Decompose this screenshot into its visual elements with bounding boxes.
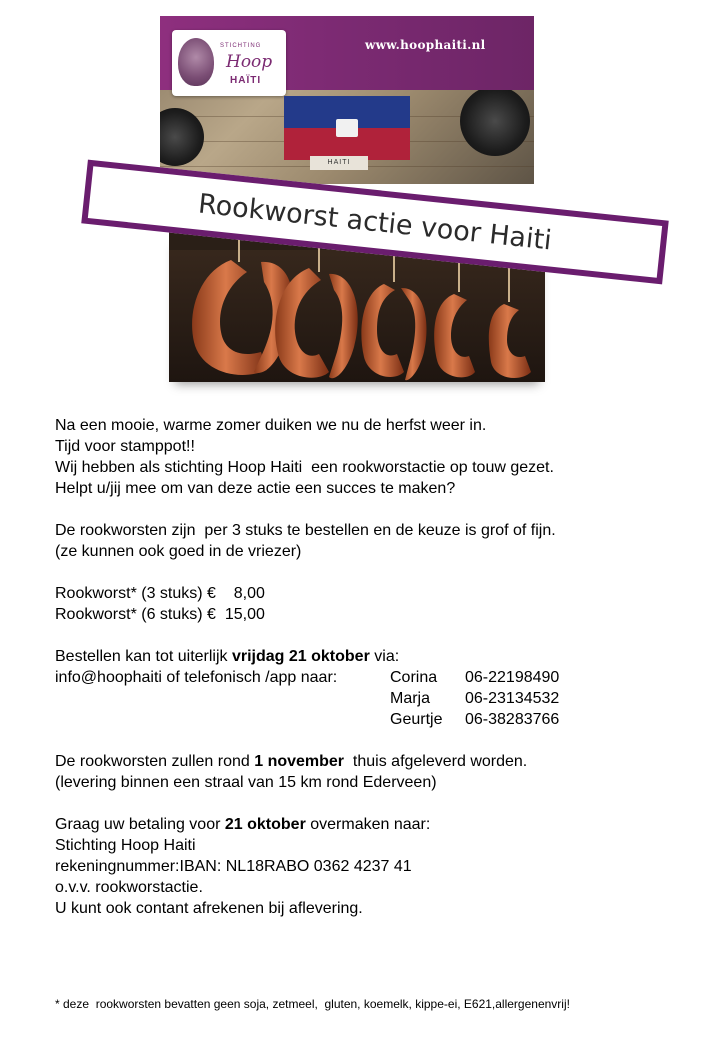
delivery-suffix: thuis afgeleverd worden. xyxy=(344,753,528,770)
order-line xyxy=(55,646,695,667)
delivery-note: (levering binnen een straal van 15 km rond Ederveen) xyxy=(55,774,437,791)
intro-line: Helpt u/jij mee om van deze actie een succes te maken? xyxy=(55,480,456,497)
intro-line: Wij hebben als stichting Hoop Haiti een rookworstactie op touw gezet. xyxy=(55,459,554,476)
logo-haiti-text: HAÏTI xyxy=(230,75,262,86)
contact-row xyxy=(55,667,695,688)
delivery-prefix: De rookworsten zullen rond xyxy=(55,753,255,770)
contact-phone: 06-38283766 xyxy=(465,711,560,728)
coat-of-arms-icon xyxy=(336,119,358,137)
payment-date: 21 oktober xyxy=(224,816,306,833)
header-banner-image xyxy=(160,16,534,184)
hoop-haiti-logo xyxy=(172,30,286,96)
camera-lens-image xyxy=(460,86,530,156)
contact-name: Geurtje xyxy=(390,711,443,728)
contact-intro: info@hoophaiti of telefonisch /app naar: xyxy=(55,669,338,686)
payment-prefix: Graag uw betaling voor xyxy=(55,816,225,833)
allergen-footnote: * deze rookworsten bevatten geen soja, zetmeel, gluten, koemelk, kippe-ei, E621,allergenenvrij! xyxy=(55,997,570,1011)
payment-detail: Stichting Hoop Haiti xyxy=(55,837,196,854)
website-url: www.hoophaiti.nl xyxy=(365,38,486,52)
payment-detail: rekeningnummer:IBAN: NL18RABO 0362 4237 41 xyxy=(55,858,412,875)
order-prefix: Bestellen kan tot uiterlijk xyxy=(55,648,232,665)
choice-line: (ze kunnen ook goed in de vriezer) xyxy=(55,543,302,560)
delivery-date: 1 november xyxy=(254,753,345,770)
payment-detail: o.v.v. rookworstactie. xyxy=(55,879,203,896)
payment-detail: U kunt ook contant afrekenen bij aflevering. xyxy=(55,900,363,917)
delivery-line xyxy=(55,751,695,772)
contact-row xyxy=(55,709,695,730)
logo-figure-icon xyxy=(178,38,214,86)
contact-name: Corina xyxy=(390,669,438,686)
flag-label: HAITI xyxy=(310,156,368,170)
letter-body xyxy=(55,415,695,919)
order-suffix: via: xyxy=(369,648,400,665)
order-deadline: vrijdag 21 oktober xyxy=(231,648,370,665)
intro-line: Na een mooie, warme zomer duiken we nu de herfst weer in. xyxy=(55,417,487,434)
logo-stichting-text: STICHTING xyxy=(220,43,262,49)
choice-line: De rookworsten zijn per 3 stuks te bestellen en de keuze is grof of fijn. xyxy=(55,522,556,539)
contact-row xyxy=(55,688,695,709)
payment-line xyxy=(55,814,695,835)
contact-phone: 06-22198490 xyxy=(465,669,560,686)
contact-phone: 06-23134532 xyxy=(465,690,560,707)
price-line: Rookworst* (6 stuks) € 15,00 xyxy=(55,606,265,623)
haiti-flag-image xyxy=(284,96,410,160)
payment-suffix: overmaken naar: xyxy=(305,816,431,833)
price-line: Rookworst* (3 stuks) € 8,00 xyxy=(55,585,265,602)
contact-name: Marja xyxy=(390,690,431,707)
logo-hoop-text: Hoop xyxy=(226,52,273,72)
page-title: Rookworst actie voor Haiti xyxy=(196,188,554,256)
intro-line: Tijd voor stamppot!! xyxy=(55,438,195,455)
